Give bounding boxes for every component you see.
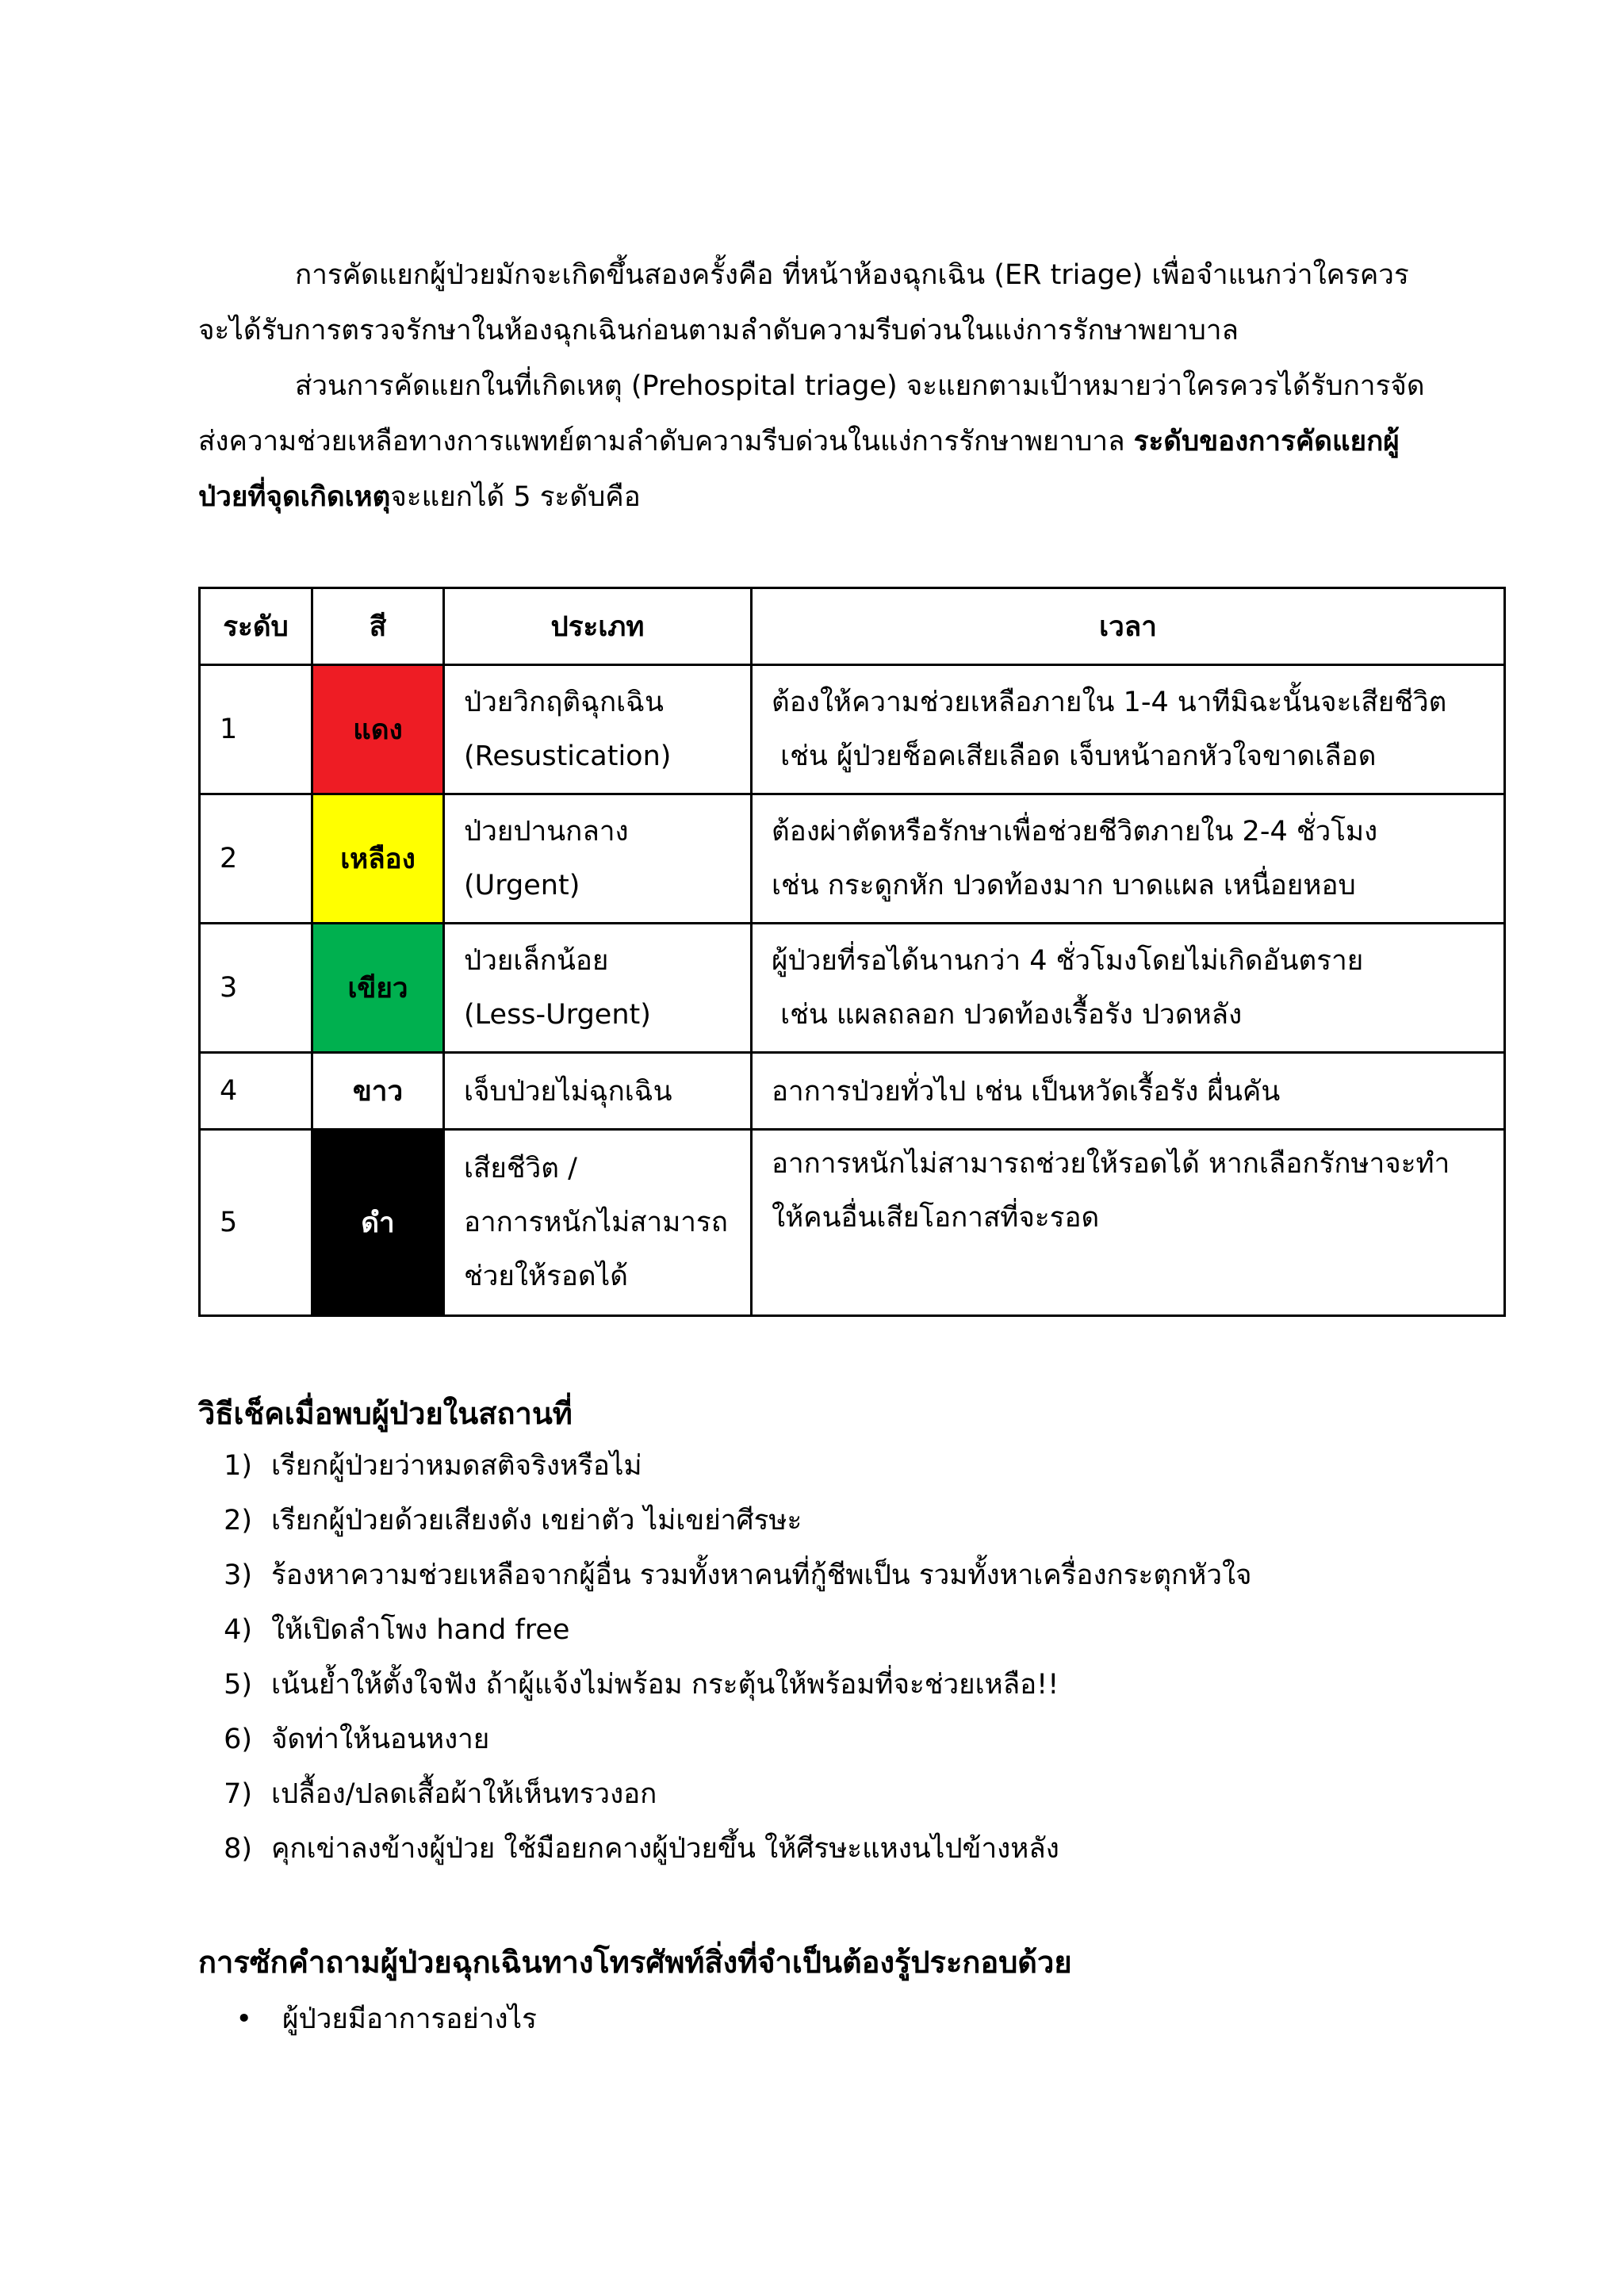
table-row <box>200 924 1505 1053</box>
item-number: 3) <box>224 1559 252 1591</box>
list-item <box>198 1767 1252 1822</box>
list-item <box>198 1658 1252 1712</box>
phone-questions-list <box>198 1992 537 2047</box>
item-number: 1) <box>224 1450 252 1482</box>
type-cell <box>444 1130 752 1316</box>
color-cell-green: เขียว <box>312 924 444 1053</box>
type-line: (Resustication) <box>464 740 672 772</box>
time-cell: อาการป่วยทั่วไป เช่น เป็นหวัดเรื้อรัง ผื่นคัน <box>752 1053 1505 1130</box>
item-text: คุกเข่าลงข้างผู้ป่วย ใช้มือยกคางผู้ป่วยขึ้น ให้ศีรษะแหงนไปข้างหลัง <box>271 1833 1059 1865</box>
table-row <box>200 1053 1505 1130</box>
check-steps-list <box>198 1439 1252 1877</box>
level-cell: 2 <box>200 794 312 924</box>
list-item <box>198 1494 1252 1548</box>
time-line: เช่น แผลถลอก ปวดท้องเรื้อรัง ปวดหลัง <box>772 999 1243 1031</box>
color-cell-red: แดง <box>312 665 444 794</box>
table-row <box>200 794 1505 924</box>
item-number: 7) <box>224 1778 252 1810</box>
time-line: ต้องผ่าตัดหรือรักษาเพื่อช่วยชีวิตภายใน 2-4 ชั่วโมง <box>772 816 1378 848</box>
time-cell <box>752 924 1505 1053</box>
check-section-heading: วิธีเช็คเมื่อพบผู้ป่วยในสถานที่ <box>198 1396 573 1431</box>
type-cell <box>444 665 752 794</box>
type-cell <box>444 924 752 1053</box>
level-cell: 4 <box>200 1053 312 1130</box>
triage-level-table <box>198 587 1506 1317</box>
intro-paragraph-prehospital-triage <box>198 358 1435 525</box>
item-text: จัดท่าให้นอนหงาย <box>271 1724 490 1755</box>
header-level: ระดับ <box>200 588 312 665</box>
color-cell-white: ขาว <box>312 1053 444 1130</box>
color-cell-black: ดำ <box>312 1130 444 1316</box>
table-row <box>200 665 1505 794</box>
type-line: ป่วยวิกฤติฉุกเฉิน <box>464 687 664 718</box>
para2-tail: จะแยกได้ 5 ระดับคือ <box>390 481 641 513</box>
list-item <box>198 1548 1252 1603</box>
type-line: ป่วยเล็กน้อย <box>464 945 609 977</box>
item-number: 4) <box>224 1614 252 1646</box>
time-line: เช่น ผู้ป่วยช็อคเสียเลือด เจ็บหน้าอกหัวใจขาดเลือด <box>772 740 1377 772</box>
item-number: 5) <box>224 1669 252 1701</box>
time-line: อาการหนักไม่สามารถช่วยให้รอดได้ หากเลือกรักษาจะทำ <box>772 1148 1450 1180</box>
time-line: ต้องให้ความช่วยเหลือภายใน 1-4 นาทีมิฉะนั้นจะเสียชีวิต <box>772 687 1447 718</box>
type-line: (Urgent) <box>464 870 580 901</box>
type-line: ช่วยให้รอดได้ <box>464 1261 628 1292</box>
phone-questions-heading: การซักคำถามผู้ป่วยฉุกเฉินทางโทรศัพท์สิ่งที่จำเป็นต้องรู้ประกอบด้วย <box>198 1945 1072 1980</box>
list-item <box>198 1992 537 2047</box>
table-header-row <box>200 588 1505 665</box>
type-line: อาการหนักไม่สามารถ <box>464 1207 728 1238</box>
type-line: (Less-Urgent) <box>464 999 651 1031</box>
type-cell <box>444 794 752 924</box>
table-row <box>200 1130 1505 1316</box>
list-item <box>198 1439 1252 1494</box>
item-text: ให้เปิดลำโพง hand free <box>271 1614 570 1646</box>
item-text: เน้นย้ำให้ตั้งใจฟัง ถ้าผู้แจ้งไม่พร้อม กระตุ้นให้พร้อมที่จะช่วยเหลือ!! <box>271 1669 1059 1701</box>
item-text: ผู้ป่วยมีอาการอย่างไร <box>282 2003 537 2035</box>
time-cell <box>752 794 1505 924</box>
item-text: เรียกผู้ป่วยด้วยเสียงดัง เขย่าตัว ไม่เขย่าศีรษะ <box>271 1505 802 1536</box>
bullet-icon: • <box>236 2003 252 2035</box>
para2-bold: ระดับของการคัดแยกผู้ป่วยที่จุดเกิดเหตุ <box>198 426 1400 513</box>
type-line: เสียชีวิต / <box>464 1153 577 1184</box>
time-line: ให้คนอื่นเสียโอกาสที่จะรอด <box>772 1202 1100 1234</box>
level-cell: 3 <box>200 924 312 1053</box>
list-item <box>198 1822 1252 1877</box>
para2-lead: ส่วนการคัดแยกในที่เกิดเหตุ (Prehospital triage) จะแยกตามเป้าหมายว่าใครควรได้รับการจัดส่งความช่วยเหลือทางการแพทย์ตามลำดับความรีบด่วนในแง่การรักษาพยาบาล <box>198 370 1425 457</box>
header-color: สี <box>312 588 444 665</box>
time-line: ผู้ป่วยที่รอได้นานกว่า 4 ชั่วโมงโดยไม่เกิดอันตราย <box>772 945 1364 977</box>
header-type: ประเภท <box>444 588 752 665</box>
header-time: เวลา <box>752 588 1505 665</box>
item-text: เรียกผู้ป่วยว่าหมดสติจริงหรือไม่ <box>271 1450 642 1482</box>
time-cell <box>752 665 1505 794</box>
time-line: เช่น กระดูกหัก ปวดท้องมาก บาดแผล เหนื่อยหอบ <box>772 870 1356 901</box>
list-item <box>198 1712 1252 1767</box>
item-text: เปลื้อง/ปลดเสื้อผ้าให้เห็นทรวงอก <box>271 1778 657 1810</box>
intro-paragraph-er-triage: การคัดแยกผู้ป่วยมักจะเกิดขึ้นสองครั้งคือ ที่หน้าห้องฉุกเฉิน (ER triage) เพื่อจำแนกว่าใครควรจะได้รับการตรวจรักษาในห้องฉุกเฉินก่อนตามลำดับความรีบด่วนในแง่การรักษาพยาบาล <box>198 259 1409 346</box>
item-number: 6) <box>224 1724 252 1755</box>
time-cell <box>752 1130 1505 1316</box>
type-line: ป่วยปานกลาง <box>464 816 629 848</box>
item-number: 8) <box>224 1833 252 1865</box>
list-item <box>198 1603 1252 1658</box>
level-cell: 5 <box>200 1130 312 1316</box>
level-cell: 1 <box>200 665 312 794</box>
item-text: ร้องหาความช่วยเหลือจากผู้อื่น รวมทั้งหาคนที่กู้ชีพเป็น รวมทั้งหาเครื่องกระตุกหัวใจ <box>271 1559 1252 1591</box>
type-cell: เจ็บป่วยไม่ฉุกเฉิน <box>444 1053 752 1130</box>
color-cell-yellow: เหลือง <box>312 794 444 924</box>
item-number: 2) <box>224 1505 252 1536</box>
